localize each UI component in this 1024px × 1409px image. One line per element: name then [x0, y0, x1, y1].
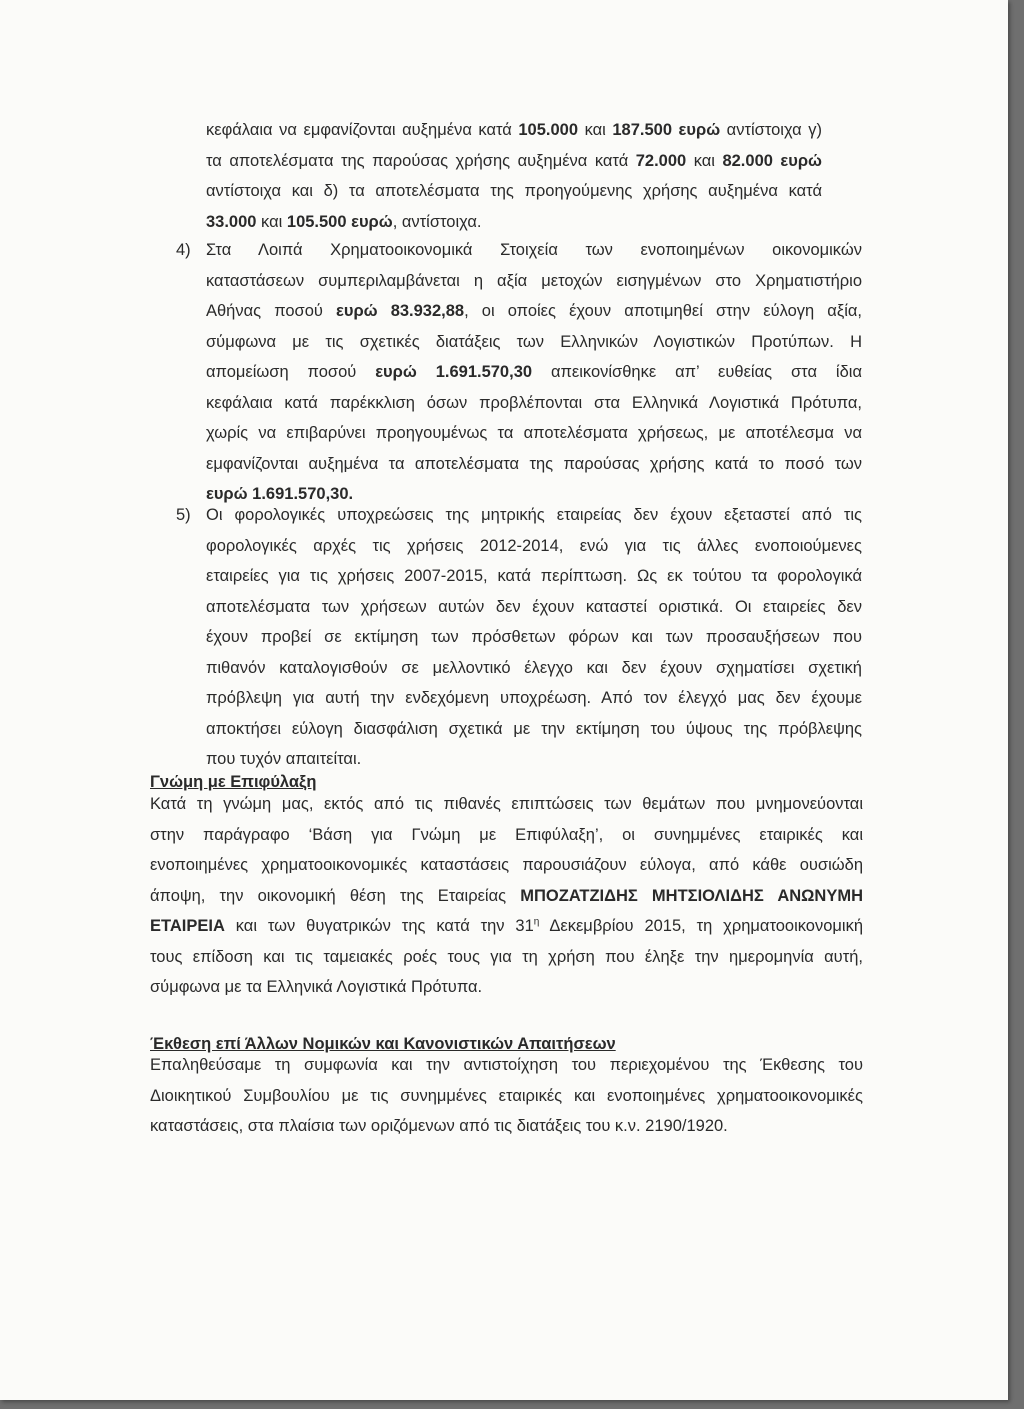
text-run: αποκτήσει εύλογη διασφάλιση σχετικά με την εκτίμηση του ύψους της πρόβλεψης: [206, 719, 862, 738]
text-run: σύμφωνα με τα Ελληνικά Λογιστικά Πρότυπα.: [150, 978, 483, 996]
text-line: [206, 115, 822, 146]
text-line: [206, 500, 862, 531]
text-line: [206, 653, 862, 684]
text-run: άποψη, την οικονομική θέση της Εταιρείας: [150, 886, 521, 905]
text-run: χωρίς να επιβαρύνει προηγουμένως τα αποτελέσματα χρήσεως, με αποτέλεσμα να: [206, 424, 862, 442]
superscript: η: [533, 916, 540, 928]
text-line: [206, 531, 862, 562]
text-line: [150, 1111, 863, 1142]
text-run: Διοικητικού Συμβουλίου με τις συνημμένες εταιρικές και ενοποιημένες χρηματοοικονομικές: [150, 1086, 863, 1105]
text-line: [150, 789, 863, 820]
bold-text: 105.000: [518, 121, 579, 139]
bold-text: ΕΤΑΙΡΕΙΑ: [150, 917, 225, 935]
text-run: πρόβλεψη για αυτή την ενδεχόμενη υποχρέωση. Από τον έλεγχό μας δεν έχουμε: [206, 689, 862, 707]
text-run: Κατά τη γνώμη μας, εκτός από τις πιθανές επιπτώσεις των θεμάτων που μνημονεύονται: [150, 795, 863, 813]
text-line: [206, 714, 862, 745]
text-run: απομείωση ποσού: [206, 363, 376, 381]
text-run: κεφάλαια κατά παρέκκλιση όσων προβλέπονται στα Ελληνικά Λογιστικά Πρότυπα,: [206, 393, 862, 412]
text-run: και: [686, 151, 723, 170]
text-line: [206, 327, 862, 358]
text-run: απεικονίσθηκε απ’ ευθείας στα ίδια: [532, 363, 862, 381]
text-run: τα αποτελέσματα της παρούσας χρήσης αυξημένα κατά: [206, 151, 636, 170]
bold-text: ευρώ 1.691.570,30: [375, 363, 533, 381]
text-run: και: [256, 212, 287, 231]
text-line: [206, 449, 862, 480]
bold-text: ευρώ 83.932,88: [336, 302, 465, 320]
text-line: [206, 592, 862, 623]
bold-text: 105.500 ευρώ: [286, 212, 393, 231]
bold-text: ευρώ 1.691.570,30.: [206, 485, 354, 503]
text-run: πιθανόν καταλογισθούν σε μελλοντικό έλεγχο και δεν έχουν σχηματίσει σχετική: [206, 658, 862, 677]
text-line: [206, 683, 862, 714]
text-line: [206, 357, 862, 388]
text-run: , οι οποίες έχουν αποτιμηθεί στην εύλογη αξία,: [464, 302, 863, 320]
text-run: εμφανίζονται αυξημένα τα αποτελέσματα της παρούσας χρήσης κατά το ποσό των: [206, 454, 862, 473]
text-run: αντίστοιχα γ): [720, 121, 823, 139]
text-line: [206, 622, 862, 653]
text-run: κεφάλαια να εμφανίζονται αυξημένα κατά: [206, 121, 519, 139]
text-run: Δεκεμβρίου 2015, τη χρηματοοικονομική: [539, 917, 864, 935]
text-run: καταστάσεων συμπεριλαμβάνεται η αξία μετοχών εισηγμένων στο Χρηματιστήριο: [206, 271, 862, 290]
text-line: [206, 266, 862, 297]
other-requirements-text: [150, 1050, 863, 1142]
text-run: στην παράγραφο ‘Βάση για Γνώμη με Επιφύλαξη’, οι συνημμένες εταιρικές και: [150, 825, 863, 844]
text-run: αντίστοιχα και δ) τα αποτελέσματα της προηγούμενης χρήσης αυξημένα κατά: [206, 182, 822, 200]
text-run: ενοποιημένες χρηματοοικονομικές καταστάσεις παρουσιάζουν εύλογα, από κάθε ουσιώδη: [150, 856, 863, 874]
text-run: τους επίδοση και τις ταμειακές ροές τους για τη χρήση που έληξε την ημερομηνία αυτή,: [150, 947, 863, 966]
paragraph-continuation: [206, 115, 822, 237]
opinion-text: [150, 789, 863, 1003]
bold-text: ΜΠΟΖΑΤΖΙΔΗΣ ΜΗΤΣΙΟΛΙΔΗΣ ΑΝΩΝΥΜΗ: [520, 886, 863, 905]
text-line: [206, 235, 862, 266]
text-run: αποτελέσματα των χρήσεων αυτών δεν έχουν καταστεί οριστικά. Οι εταιρείες δεν: [206, 597, 862, 616]
opinion-heading: Γνώμη με Επιφύλαξη: [150, 773, 317, 791]
text-run: που τυχόν απαιτείται.: [206, 750, 362, 768]
bold-text: 187.500 ευρώ: [612, 121, 721, 139]
text-run: σύμφωνα με τις σχετικές διατάξεις των Ελληνικών Λογιστικών Προτύπων. Η: [206, 332, 862, 351]
text-line: [206, 296, 862, 327]
bold-text: 72.000: [635, 151, 687, 170]
bold-text: 33.000: [206, 212, 257, 231]
text-line: [206, 176, 822, 207]
text-line: [150, 820, 863, 851]
bold-text: 82.000 ευρώ: [722, 151, 822, 170]
text-line: [150, 972, 863, 1003]
text-run: Οι φορολογικές υποχρεώσεις της μητρικής εταιρείας δεν έχουν εξεταστεί από τις: [206, 506, 862, 524]
text-run: φορολογικές αρχές τις χρήσεις 2012-2014, ενώ για τις άλλες ενοποιούμενες: [206, 536, 862, 555]
text-run: Στα Λοιπά Χρηματοοικονομικά Στοιχεία των ενοποιημένων οικονομικών: [206, 241, 862, 259]
text-line: [206, 388, 862, 419]
text-line: [206, 561, 862, 592]
text-run: και: [578, 121, 613, 139]
text-line: [150, 1050, 863, 1081]
item-5-text: [206, 500, 862, 775]
text-run: Αθήνας ποσού: [206, 302, 337, 320]
text-line: [150, 911, 863, 942]
text-line: [206, 207, 822, 238]
text-line: [150, 1081, 863, 1112]
text-line: [206, 418, 862, 449]
item-5-number: 5): [176, 506, 191, 524]
text-line: [150, 881, 863, 912]
text-run: έχουν προβεί σε εκτίμηση των πρόσθετων φόρων και των προσαυξήσεων που: [206, 628, 862, 646]
text-line: [150, 942, 863, 973]
text-line: [206, 146, 822, 177]
text-run: εταιρείες για τις χρήσεις 2007-2015, κατά περίπτωση. Ως εκ τούτου τα φορολογικά: [206, 567, 862, 585]
text-run: Επαληθεύσαμε τη συμφωνία και την αντιστοίχηση του περιεχομένου της Έκθεσης του: [150, 1056, 863, 1074]
item-4-number: 4): [176, 241, 191, 259]
text-run: καταστάσεις, στα πλαίσια των οριζόμενων από τις διατάξεις του κ.ν. 2190/1920.: [150, 1117, 728, 1135]
other-requirements-heading: Έκθεση επί Άλλων Νομικών και Κανονιστικών Απαιτήσεων: [150, 1035, 616, 1053]
item-4-text: [206, 235, 862, 510]
text-run: , αντίστοιχα.: [392, 212, 482, 231]
text-run: και των θυγατρικών της κατά την 31: [224, 917, 534, 935]
text-line: [150, 850, 863, 881]
